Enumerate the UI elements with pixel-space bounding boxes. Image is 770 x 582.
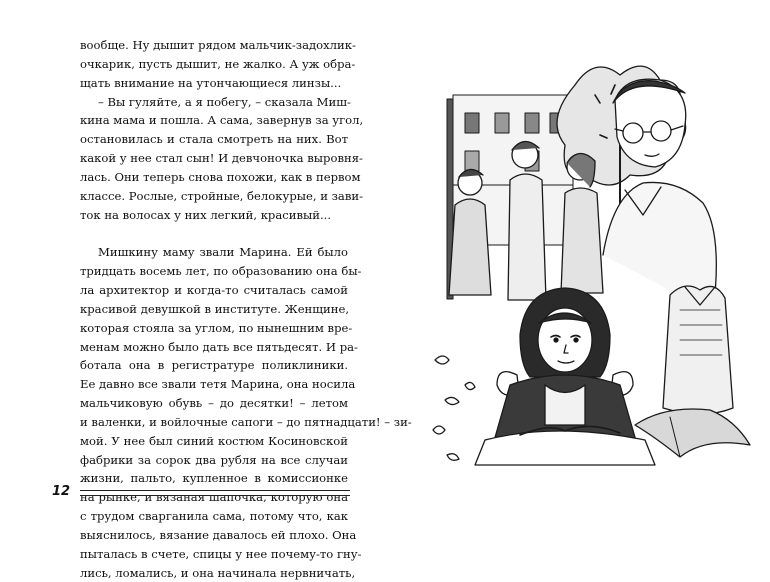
text-line: пыталась в счете, спицы у нее почему-то гну- — [80, 546, 362, 561]
text-line: – Вы гуляйте, а я побегу, – сказала Миш- — [98, 94, 351, 109]
text-line: ла архитектор и когда-то считалась самой — [80, 282, 348, 297]
falling-leaves-illustration — [433, 356, 475, 460]
book-illustration — [635, 409, 750, 457]
text-line: фабрики за сорок два рубля на все случаи — [80, 452, 348, 467]
text-line: остановилась и стала смотреть на них. Вот — [80, 132, 348, 147]
text-line: выяснилось, вязание давалось ей плохо. Она — [80, 527, 357, 542]
paragraph-2 — [80, 93, 364, 225]
paragraph-gap — [80, 224, 348, 243]
text-line: мальчиковую обувь – до десятки! – летом — [80, 396, 348, 411]
text-line: ток на волосах у них легкий, красивый... — [80, 207, 332, 222]
text-line: на рынке, и вязаная шапочка, которую она — [80, 490, 348, 505]
text-line: с трудом сварганила сама, потому что, как — [80, 509, 348, 524]
text-line: кина мама и пошла. А сама, завернув за угол, — [80, 113, 364, 128]
text-line: щать внимание на утончающиеся линзы... — [80, 75, 342, 90]
text-line: которая стояла за углом, по нынешним вре- — [80, 320, 353, 335]
right-page — [385, 0, 770, 544]
page-number: 12 — [52, 484, 71, 499]
text-line: жизни, пальто, купленное в комиссионке — [80, 471, 348, 486]
text-line: менам можно было дать все пятьдесят. И ра- — [80, 339, 358, 354]
text-line: и валенки, и войлочные сапоги – до пятнадцати! – зи- — [80, 414, 412, 429]
paragraph-1 — [80, 36, 356, 93]
text-line: какой у нее стал сын! И девчоночка выровня- — [80, 151, 363, 166]
text-line: Ее давно все звали тетя Марина, она носила — [80, 377, 356, 392]
illustration — [425, 55, 755, 475]
text-line: вообще. Ну дышит рядом мальчик-задохлик- — [80, 38, 356, 52]
school-uniform-illustration — [663, 286, 733, 414]
text-line: мой. У нее был синий костюм Косиновской — [80, 433, 348, 448]
text-line: лись, ломались, и она начинала нервничать, — [80, 565, 356, 580]
text-line: Мишкину маму звали Марина. Ей было — [98, 245, 348, 260]
text-line: лась. Они теперь снова похожи, как в первом — [80, 169, 361, 184]
body-text — [80, 36, 412, 582]
text-line: красивой девушкой в институте. Женщине, — [80, 301, 350, 316]
girl-student-illustration — [475, 288, 655, 465]
text-line: ботала она в регистратуре поликлиники. — [80, 358, 348, 373]
footer-rule — [80, 490, 350, 496]
text-line: классе. Рослые, стройные, белокурые, и зави- — [80, 188, 364, 203]
text-line: тридцать восемь лет, по образованию она бы- — [80, 264, 362, 279]
text-line: очкарик, пусть дышит, не жалко. А уж обра- — [80, 56, 356, 71]
paragraph-3 — [80, 243, 412, 582]
